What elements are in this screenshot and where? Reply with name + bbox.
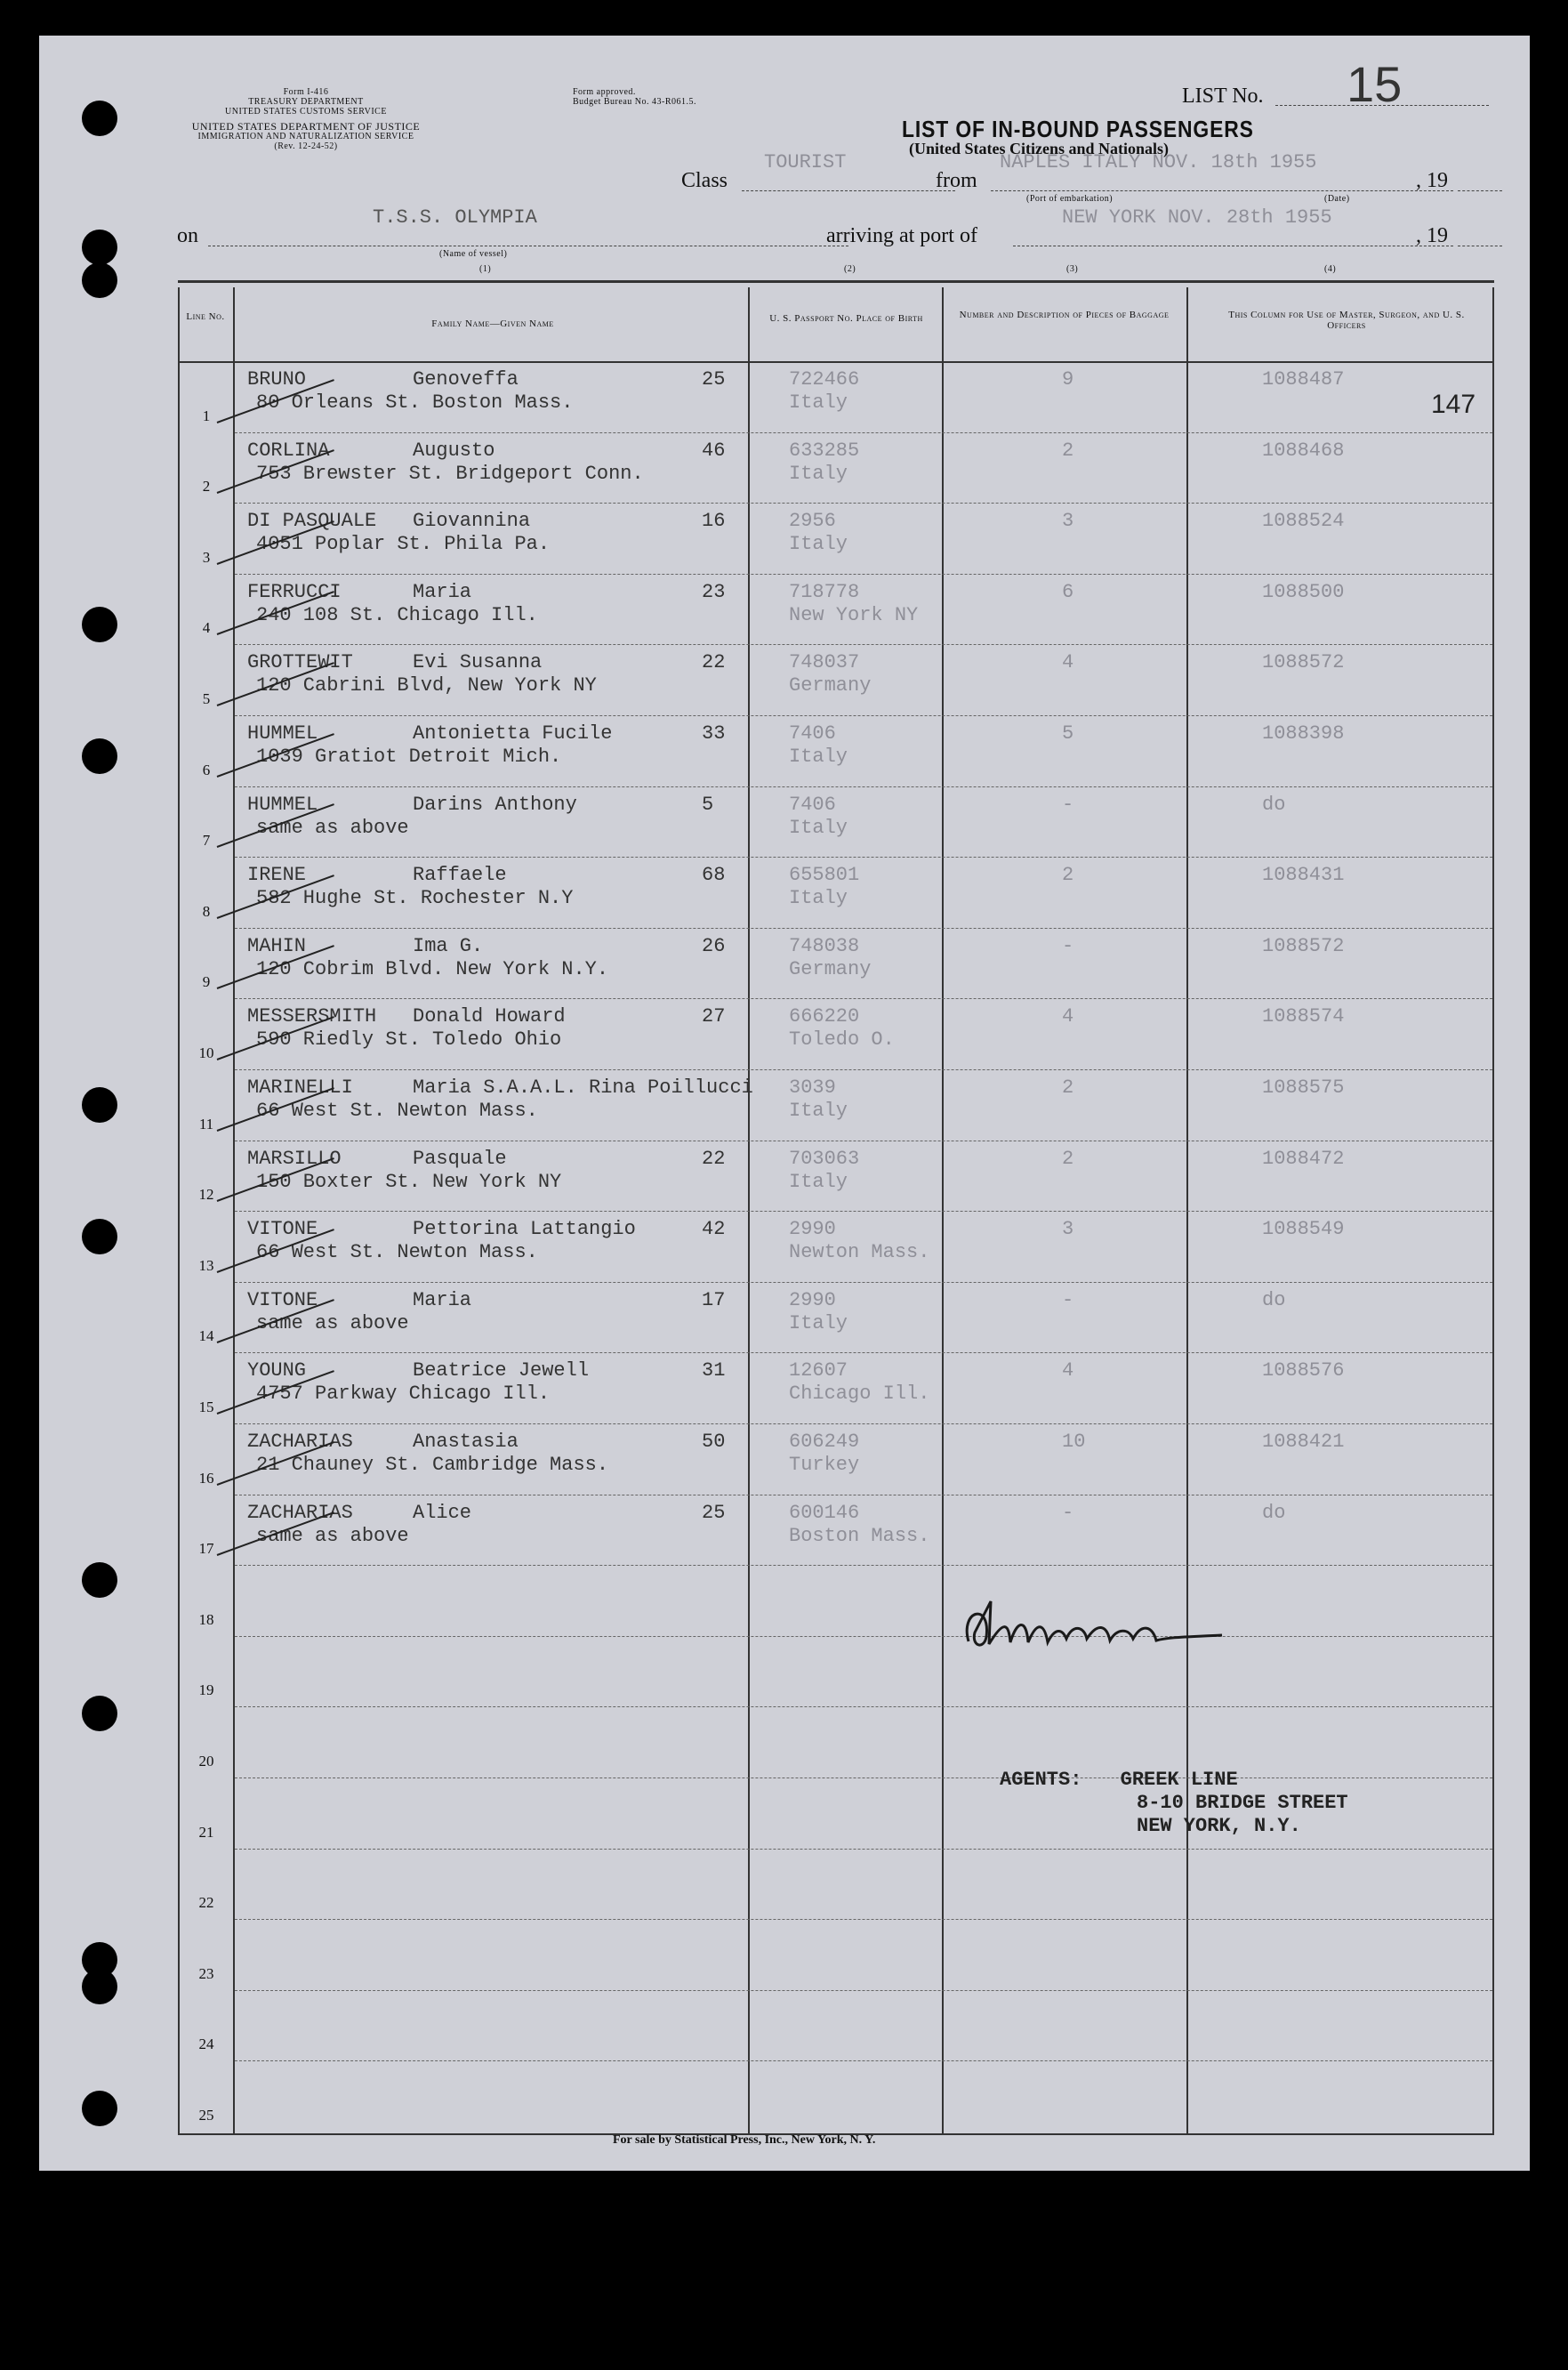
family-name: MESSERSMITH (247, 1005, 377, 1028)
line-number: 7 (202, 832, 211, 850)
line-number: 13 (198, 1256, 214, 1274)
justice-dept: UNITED STATES DEPARTMENT OF JUSTICE (191, 120, 421, 133)
place-of-birth: Italy (789, 391, 848, 414)
line-number: 22 (198, 1894, 214, 1912)
row-divider (235, 928, 1492, 929)
row-divider (235, 1211, 1492, 1212)
officer-note: 1088549 (1262, 1218, 1345, 1241)
address: 80 Orleans St. Boston Mass. (256, 391, 574, 414)
baggage-count: 4 (1062, 651, 1074, 674)
col-index-4: (4) (1324, 264, 1337, 274)
address: same as above (256, 1524, 409, 1547)
given-name: Maria (413, 580, 472, 603)
baggage-count: 2 (1062, 439, 1074, 462)
binder-hole (82, 1562, 117, 1598)
family-name: DI PASQUALE (247, 510, 377, 533)
row-divider (235, 1565, 1492, 1566)
age: 26 (702, 934, 726, 957)
given-name: Antonietta Fucile (413, 722, 613, 745)
row-divider (235, 1282, 1492, 1283)
place-of-birth: Newton Mass. (789, 1241, 930, 1264)
passport-number: 7406 (789, 722, 836, 745)
baggage-count: 2 (1062, 864, 1074, 887)
from-line (991, 190, 1453, 191)
agents-label: AGENTS: (1000, 1769, 1082, 1791)
age: 33 (702, 722, 726, 745)
line-number: 16 (198, 1469, 214, 1487)
baggage-count: 4 (1062, 1005, 1074, 1028)
port-embark-caption: (Port of embarkation) (1026, 194, 1114, 204)
address: 4757 Parkway Chicago Ill. (256, 1382, 551, 1406)
binder-hole (82, 607, 117, 642)
line-number: 8 (202, 902, 211, 920)
place-of-birth: Italy (789, 1100, 848, 1122)
age: 68 (702, 864, 726, 887)
given-name: Evi Susanna (413, 651, 543, 674)
family-name: FERRUCCI (247, 580, 342, 603)
baggage-count: 2 (1062, 1076, 1074, 1099)
signature (955, 1584, 1275, 1664)
line-number: 4 (202, 619, 211, 637)
row-divider (235, 644, 1492, 645)
row-divider (235, 1352, 1492, 1353)
col-rule (1492, 287, 1494, 2133)
row-divider (235, 715, 1492, 716)
line-number: 3 (202, 548, 211, 566)
given-name: Alice (413, 1501, 472, 1524)
address: 66 West St. Newton Mass. (256, 1241, 538, 1264)
family-name: YOUNG (247, 1359, 307, 1382)
port-of-embarkation: NAPLES ITALY NOV. 18th 1955 (1000, 151, 1317, 173)
family-name: HUMMEL (247, 722, 318, 745)
officer-note: do (1262, 1501, 1286, 1524)
place-of-birth: Italy (789, 1170, 848, 1193)
family-name: HUMMEL (247, 793, 318, 816)
address: 21 Chauney St. Cambridge Mass. (256, 1454, 609, 1476)
binder-hole (82, 1969, 117, 2004)
age: 50 (702, 1431, 726, 1453)
place-of-birth: Italy (789, 816, 848, 839)
place-of-birth: Toledo O. (789, 1028, 895, 1052)
line-number: 11 (198, 1115, 214, 1133)
passport-number: 600146 (789, 1501, 860, 1524)
passport-number: 2990 (789, 1288, 836, 1311)
officer-note: 1088524 (1262, 510, 1345, 533)
place-of-birth: Italy (789, 887, 848, 910)
given-name: Pettorina Lattangio (413, 1218, 636, 1241)
page-stamp: 147 (1431, 390, 1476, 419)
passport-number: 655801 (789, 864, 860, 887)
officer-note: 1088576 (1262, 1359, 1345, 1382)
passport-number: 666220 (789, 1005, 860, 1028)
passport-number: 7406 (789, 793, 836, 816)
age: 31 (702, 1359, 726, 1382)
col-header-baggage: Number and Description of Pieces of Baggage (959, 310, 1170, 320)
form-block (173, 87, 439, 151)
line-number: 10 (198, 1044, 214, 1061)
binder-hole (82, 1087, 117, 1123)
col-header-officers: This Column for Use of Master, Surgeon, and U. S. Officers (1228, 310, 1465, 331)
baggage-count: 3 (1062, 510, 1074, 533)
baggage-count: - (1062, 934, 1074, 957)
place-of-birth: Germany (789, 957, 872, 980)
row-divider (235, 1849, 1492, 1850)
line-number: 19 (198, 1681, 214, 1699)
given-name: Genoveffa (413, 368, 519, 391)
col-index-1: (1) (479, 264, 492, 274)
family-name: MARINELLI (247, 1076, 353, 1099)
line-number: 17 (198, 1540, 214, 1558)
passport-number: 748037 (789, 651, 860, 674)
given-name: Anastasia (413, 1431, 519, 1453)
age: 22 (702, 651, 726, 674)
binder-hole (82, 101, 117, 136)
family-name: VITONE (247, 1288, 318, 1311)
family-name: ZACHARIAS (247, 1431, 353, 1453)
arriving-label: arriving at port of (826, 224, 977, 247)
line-number: 14 (198, 1327, 214, 1345)
place-of-birth: New York NY (789, 603, 919, 626)
binder-hole (82, 230, 117, 265)
row-divider (235, 1423, 1492, 1424)
form-approved: Form approved. (573, 87, 636, 97)
ins-service: IMMIGRATION AND NATURALIZATION SERVICE (197, 132, 414, 141)
place-of-birth: Italy (789, 746, 848, 768)
year-line-1 (1458, 190, 1502, 191)
passport-number: 12607 (789, 1359, 848, 1382)
row-divider (235, 503, 1492, 504)
passport-number: 633285 (789, 439, 860, 462)
class-label: Class (681, 169, 728, 192)
given-name: Maria (413, 1288, 472, 1311)
age: 23 (702, 580, 726, 603)
baggage-count: 5 (1062, 722, 1074, 745)
vessel-name: T.S.S. OLYMPIA (373, 206, 537, 229)
treasury-dept: TREASURY DEPARTMENT (248, 97, 364, 107)
address: 120 Cabrini Blvd, New York NY (256, 674, 597, 697)
family-name: VITONE (247, 1218, 318, 1241)
officer-note: 1088572 (1262, 651, 1345, 674)
vessel-caption: (Name of vessel) (439, 249, 508, 259)
binder-hole (82, 1219, 117, 1254)
line-number: 6 (202, 761, 211, 778)
baggage-count: - (1062, 793, 1074, 816)
col-index-3: (3) (1066, 264, 1079, 274)
age: 25 (702, 1501, 726, 1524)
row-divider (235, 1919, 1492, 1920)
row-divider (235, 1636, 1492, 1637)
document-title: LIST OF IN-BOUND PASSENGERS (902, 116, 1254, 142)
col-rule (178, 287, 180, 2133)
family-name: IRENE (247, 864, 307, 887)
year-suffix-1: , 19 (1416, 169, 1448, 192)
given-name: Darins Anthony (413, 793, 577, 816)
line-number: 2 (202, 478, 211, 496)
age: 27 (702, 1005, 726, 1028)
passport-number: 2956 (789, 510, 836, 533)
class-value: TOURIST (764, 151, 847, 173)
agents-block (1000, 1769, 1348, 1838)
passport-number: 606249 (789, 1431, 860, 1453)
date-caption: (Date) (1324, 194, 1350, 204)
address: 590 Riedly St. Toledo Ohio (256, 1028, 562, 1052)
family-name: MARSILLO (247, 1147, 342, 1170)
baggage-count: - (1062, 1288, 1074, 1311)
officer-note: 1088431 (1262, 864, 1345, 887)
line-number: 25 (198, 2107, 214, 2124)
row-divider (235, 1990, 1492, 1991)
agents-line1: GREEK LINE (1120, 1769, 1238, 1791)
line-number: 23 (198, 1964, 214, 1982)
baggage-count: 2 (1062, 1147, 1074, 1170)
place-of-birth: Italy (789, 462, 848, 485)
col-header-line: Line No. (186, 311, 225, 322)
line-number: 1 (202, 407, 211, 424)
age: 17 (702, 1288, 726, 1311)
officer-note: 1088468 (1262, 439, 1345, 462)
address: 120 Cobrim Blvd. New York N.Y. (256, 957, 609, 980)
line-number: 9 (202, 973, 211, 991)
customs-service: UNITED STATES CUSTOMS SERVICE (225, 107, 387, 117)
row-divider (235, 574, 1492, 575)
given-name: Ima G. (413, 934, 484, 957)
address: 753 Brewster St. Bridgeport Conn. (256, 462, 644, 485)
baggage-count: 10 (1062, 1431, 1086, 1453)
passport-number: 722466 (789, 368, 860, 391)
table-top-rule (178, 280, 1494, 283)
baggage-count: 6 (1062, 580, 1074, 603)
given-name: Beatrice Jewell (413, 1359, 590, 1382)
place-of-birth: Chicago Ill. (789, 1382, 930, 1406)
baggage-count: 4 (1062, 1359, 1074, 1382)
given-name: Giovannina (413, 510, 531, 533)
passport-number: 3039 (789, 1076, 836, 1099)
line-number: 18 (198, 1610, 214, 1628)
manifest-page (39, 36, 1530, 2171)
address: 1039 Gratiot Detroit Mich. (256, 746, 562, 768)
given-name: Augusto (413, 439, 495, 462)
officer-note: 1088575 (1262, 1076, 1345, 1099)
address: 66 West St. Newton Mass. (256, 1100, 538, 1122)
line-number: 15 (198, 1399, 214, 1415)
agents-line2: 8-10 BRIDGE STREET (1137, 1792, 1348, 1814)
age: 16 (702, 510, 726, 533)
form-number: Form I-416 (283, 87, 329, 97)
row-divider (235, 857, 1492, 858)
officer-note: 1088572 (1262, 934, 1345, 957)
arrival-port-date: NEW YORK NOV. 28th 1955 (1062, 206, 1332, 229)
from-label: from (936, 169, 977, 192)
officer-note: 1088398 (1262, 722, 1345, 745)
officer-note: do (1262, 793, 1286, 816)
passport-number: 2990 (789, 1218, 836, 1241)
binder-hole (82, 2091, 117, 2126)
col-header-name: Family Name—Given Name (431, 318, 554, 329)
address: same as above (256, 816, 409, 839)
family-name: BRUNO (247, 368, 307, 391)
family-name: ZACHARIAS (247, 1501, 353, 1524)
line-number: 21 (198, 1823, 214, 1841)
officer-note: 1088574 (1262, 1005, 1345, 1028)
address: same as above (256, 1311, 409, 1334)
passport-number: 703063 (789, 1147, 860, 1170)
line-number: 5 (202, 690, 211, 707)
given-name: Maria S.A.A.L. Rina Poillucci (413, 1076, 753, 1099)
binder-hole (82, 262, 117, 298)
age: 5 (702, 793, 714, 816)
passport-number: 718778 (789, 580, 860, 603)
age: 22 (702, 1147, 726, 1170)
line-number: 24 (198, 2035, 214, 2053)
address: 582 Hughe St. Rochester N.Y (256, 887, 574, 910)
place-of-birth: Germany (789, 674, 872, 697)
budget-bureau: Budget Bureau No. 43-R061.5. (573, 97, 696, 107)
officer-note: 1088472 (1262, 1147, 1345, 1170)
line-number: 20 (198, 1753, 214, 1769)
row-divider (235, 2060, 1492, 2061)
col-header-passport: U. S. Passport No. Place of Birth (769, 313, 923, 324)
agents-line3: NEW YORK, N.Y. (1137, 1815, 1301, 1837)
officer-note: 1088500 (1262, 580, 1345, 603)
class-line (742, 190, 955, 191)
document-subtitle: (United States Citizens and Nationals) (909, 140, 1170, 157)
row-divider (235, 998, 1492, 999)
binder-hole (82, 738, 117, 774)
given-name: Donald Howard (413, 1005, 566, 1028)
age: 42 (702, 1218, 726, 1241)
officer-note: 1088421 (1262, 1431, 1345, 1453)
line-number: 12 (198, 1186, 214, 1204)
row-divider (235, 1706, 1492, 1707)
family-name: GROTTEWIT (247, 651, 353, 674)
baggage-count: - (1062, 1501, 1074, 1524)
list-no-label: LIST No. (1182, 85, 1264, 108)
list-no-value: 15 (1347, 56, 1403, 112)
given-name: Pasquale (413, 1147, 507, 1170)
place-of-birth: Italy (789, 533, 848, 556)
on-label: on (177, 224, 198, 247)
baggage-count: 9 (1062, 368, 1074, 391)
baggage-count: 3 (1062, 1218, 1074, 1241)
row-divider (235, 432, 1492, 433)
form-revision: (Rev. 12-24-52) (274, 141, 338, 151)
officer-note: do (1262, 1288, 1286, 1311)
address: 150 Boxter St. New York NY (256, 1170, 562, 1193)
age: 25 (702, 368, 726, 391)
place-of-birth: Turkey (789, 1454, 860, 1476)
year-suffix-2: , 19 (1416, 224, 1448, 247)
given-name: Raffaele (413, 864, 507, 887)
family-name: MAHIN (247, 934, 307, 957)
row-divider (235, 786, 1492, 787)
place-of-birth: Boston Mass. (789, 1524, 930, 1547)
officer-note: 1088487 (1262, 368, 1345, 391)
footer-note: For sale by Statistical Press, Inc., New York, N. Y. (613, 2133, 876, 2147)
row-divider (235, 1069, 1492, 1070)
passport-number: 748038 (789, 934, 860, 957)
table-head-rule (178, 361, 1494, 363)
family-name: CORLINA (247, 439, 330, 462)
binder-hole (82, 1696, 117, 1731)
col-index-2: (2) (844, 264, 856, 274)
approval-block (573, 87, 696, 107)
age: 46 (702, 439, 726, 462)
place-of-birth: Italy (789, 1311, 848, 1334)
address: 4051 Poplar St. Phila Pa. (256, 533, 551, 556)
address: 240 108 St. Chicago Ill. (256, 603, 538, 626)
